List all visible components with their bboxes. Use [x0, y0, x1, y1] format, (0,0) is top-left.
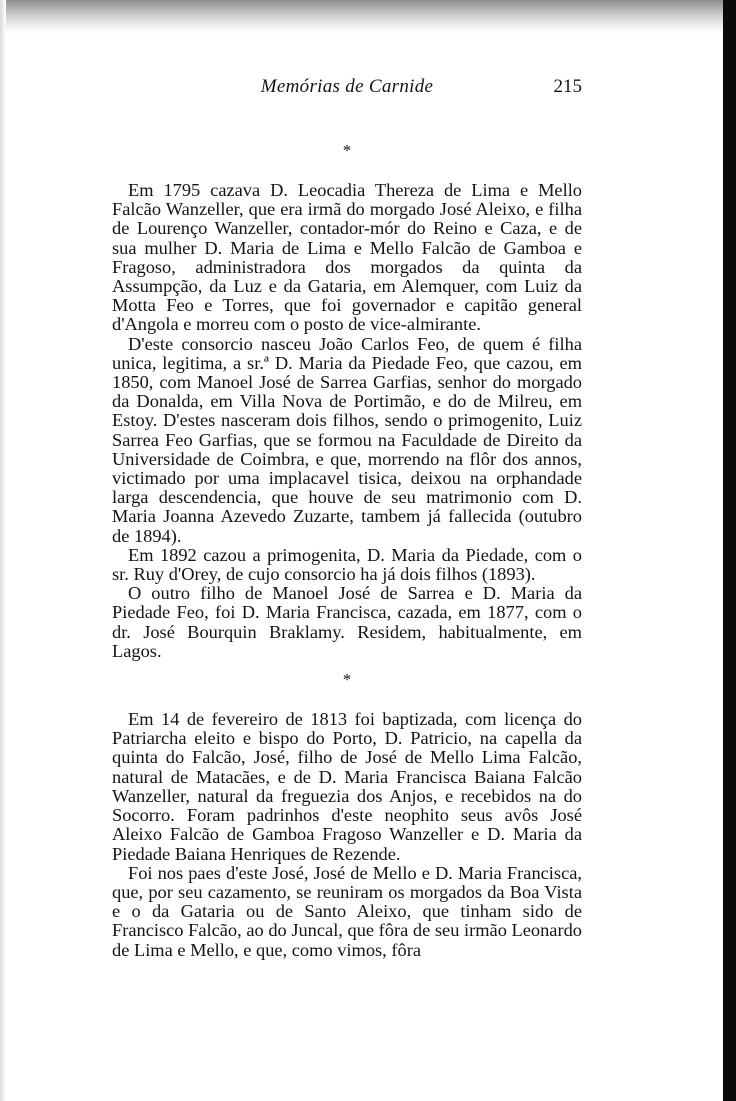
- paragraph: Em 14 de fevereiro de 1813 foi baptizada, com licença do Patriarcha eleito e bispo do Porto, D. Patricio, na capella da quinta do Falcão, José, filho de José de Mello Lima Falcão, natural de Matacães, e de D. Maria Francisca Baiana Falcão Wanzeller, natural da freguezia dos Anjos, e recebidos na do Socorro. Foram padrinhos d'este neophito seus avôs José Aleixo Falcão de Gamboa Fragoso Wanzeller e D. Maria da Piedade Baiana Henriques de Rezende.: [112, 709, 582, 864]
- section-2: [112, 710, 582, 960]
- section-1: [112, 181, 582, 661]
- running-head: [112, 72, 582, 102]
- paragraph: Em 1892 cazou a primogenita, D. Maria da Piedade, com o sr. Ruy d'Orey, de cujo consorcio ha já dois filhos (1893).: [112, 544, 582, 585]
- paragraph: Em 1795 cazava D. Leocadia Thereza de Lima e Mello Falcão Wanzeller, que era irmã do morgado José Aleixo, e filha de Lourenço Wanzeller, contador-mór do Reino e Caza, e de sua mulher D. Maria de Lima e Mello Falcão de Gamboa e Fragoso, administradora dos morgados da quinta da Assumpção, da Luz e da Gataria, em Alemquer, com Luiz da Motta Feo e Torres, que foi governador e capitão general d'Angola e morreu com o posto de vice-almirante.: [112, 180, 582, 335]
- scan-top-shadow: [0, 0, 736, 34]
- paragraph: Foi nos paes d'este José, José de Mello e D. Maria Francisca, que, por seu cazamento, se reuniram os morgados da Boa Vista e o da Gataria ou de Santo Aleixo, que tinham sido de Francisco Falcão, ao do Juncal, que fôra de seu irmão Leonardo de Lima e Mello, e que, como vimos, fôra: [112, 862, 582, 960]
- scan-left-shadow: [0, 0, 6, 1101]
- paragraph: D'este consorcio nasceu João Carlos Feo, de quem é filha unica, legitima, a sr.ª D. Maria da Piedade Feo, que cazou, em 1850, com Manoel José de Sarrea Garfias, senhor do morgado da Donalda, em Villa Nova de Portimão, e do de Milreu, em Estoy. D'estes nasceram dois filhos, sendo o primogenito, Luiz Sarrea Feo Garfias, que se formou na Faculdade de Direito da Universidade de Coimbra, e que, morrendo na flôr dos annos, victimado por uma implacavel tisica, deixou na orphandade larga descendencia, que houve de seu matrimonio com D. Maria Joanna Azevedo Zuzarte, tambem já fallecida (outubro de 1894).: [112, 333, 582, 546]
- book-page: [112, 72, 582, 960]
- page-number: 215: [553, 76, 582, 97]
- scan-right-edge: [723, 0, 736, 1101]
- section-separator: *: [342, 670, 352, 690]
- running-title: Memórias de Carnide: [260, 76, 434, 97]
- paragraph: O outro filho de Manoel José de Sarrea e D. Maria da Piedade Feo, foi D. Maria Francisca, cazada, em 1877, com o dr. José Bourquin Braklamy. Residem, habitualmente, em Lagos.: [112, 583, 582, 661]
- section-separator: *: [342, 141, 352, 160]
